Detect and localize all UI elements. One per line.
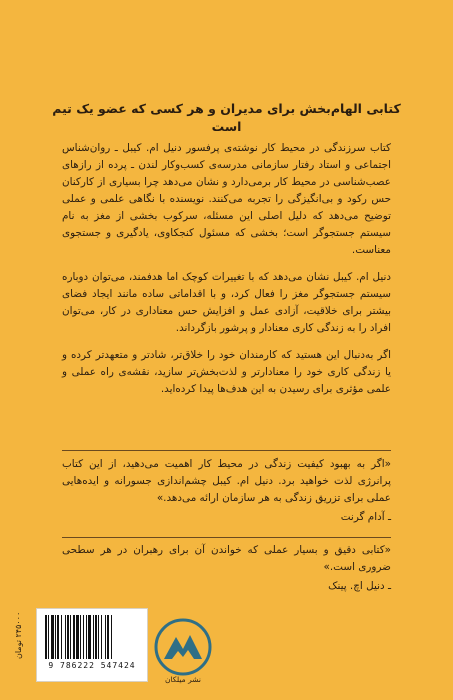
publisher-name: نشر میلکان	[165, 675, 201, 684]
isbn-digits: 9 786222 547424	[48, 661, 136, 670]
quote-1	[62, 456, 391, 526]
divider-2	[62, 537, 391, 538]
quote-2-text: «کتابی دقیق و بسیار عملی که خواندن آن برای رهبران در هر سطحی ضروری است.»	[62, 544, 391, 573]
description-paragraph-2: دنیل ام. کیبل نشان می‌دهد که با تغییرات کوچک اما هدفمند، می‌توان دوباره سیستم جستجوگر مغز را فعال کرد، و با اقداماتی ساده مانند ایجاد فضای بیشتر برای خلاقیت، آزادی عمل و افزایش حس معناداری در کار، می‌توان افراد را به زندگی کاری معنادار و پرشور بازگرداند.	[62, 271, 391, 334]
quote-1-text: «اگر به بهبود کیفیت زندگی در محیط کار اهمیت می‌دهید، از این کتاب پرانرژی لذت خواهید برد. دنیل ام. کیبل چشم‌اندازی جسورانه و ایده‌هایی عملی برای تزریق زندگی به هر سازمان ارائه می‌دهد.»	[62, 458, 391, 504]
quote-2	[62, 542, 391, 595]
price-label: ۲۴۵۰۰۰ تومان	[14, 612, 23, 660]
description-paragraph-1: کتاب سرزندگی در محیط کار نوشته‌ی پرفسور دنیل ام. کیبل ـ روان‌شناس اجتماعی و استاد رفتار سازمانی مدرسه‌ی کسب‌وکار لندن ـ پرده از رازهای عصب‌شناسی در محیط کار برمی‌دارد و نشان می‌دهد چرا بسیاری از کارکنان حس رکود و بی‌انگیزگی را تجربه می‌کنند. نویسنده با نگاهی علمی و عملی توضیح می‌دهد که دلیل اصلی این مسئله، سرکوب بخشی از مغز به نام سیستم جستجوگر است؛ بخشی که مسئول کنجکاوی، یادگیری و جستجوی معناست.	[62, 142, 391, 256]
description	[62, 140, 391, 408]
headline: کتابی الهام‌بخش برای مدیران و هر کسی که عضو یک تیم است	[52, 101, 401, 134]
divider-1	[62, 450, 391, 451]
publisher-logo-icon	[154, 614, 212, 680]
barcode-bar	[112, 615, 113, 659]
barcode-bars	[45, 615, 139, 659]
quote-1-author: ـ آدام گرنت	[340, 511, 391, 523]
quote-2-author: ـ دنیل اچ. پینک	[328, 580, 391, 592]
description-paragraph-3: اگر به‌دنبال این هستید که کارمندان خود را خلاق‌تر، شادتر و متعهدتر کرده و یا زندگی کاری خود را معنادارتر و لذت‌بخش‌تر سازید، نقشه‌ی راه عملی و علمی مؤثری برای رسیدن به این هدف‌ها پیدا کرده‌اید.	[62, 349, 391, 395]
isbn-barcode	[36, 608, 148, 682]
